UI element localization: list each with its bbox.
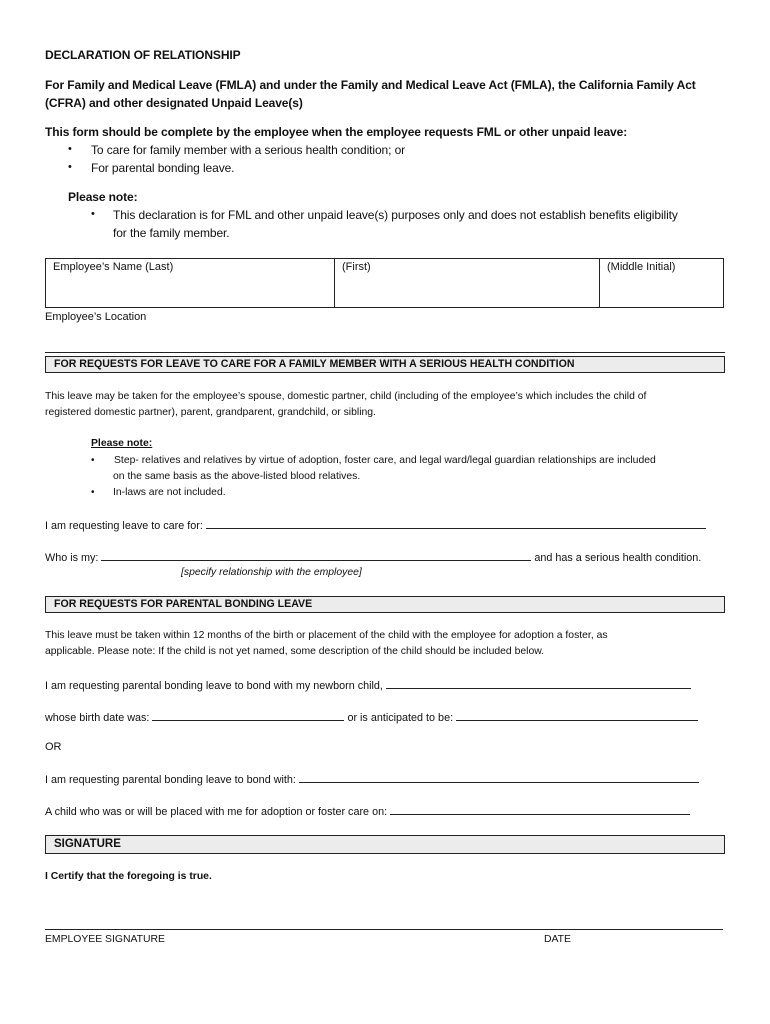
birth-date-input[interactable] <box>152 711 344 721</box>
anticipated-date-input[interactable] <box>456 711 698 721</box>
bond-with-row <box>45 773 699 786</box>
first-name-label: (First) <box>342 261 371 273</box>
intro-bullet-1: To care for family member with a serious health condition; or <box>91 143 406 157</box>
bond-with-label: I am requesting parental bonding leave to bond with: <box>45 774 296 786</box>
family-desc-line2: registered domestic partner), parent, grandparent, grandchild, or sibling. <box>45 407 376 418</box>
bullet-icon: • <box>91 455 95 466</box>
intro-instruction: This form should be complete by the employee when the employee requests FML or other unpaid leave: <box>45 125 628 139</box>
signature-section-heading: SIGNATURE <box>45 835 725 854</box>
who-is-row <box>45 551 701 564</box>
bullet-icon: • <box>91 487 95 498</box>
intro-note-label: Please note: <box>68 190 138 204</box>
birth-date-label: whose birth date was: <box>45 712 150 724</box>
care-for-input[interactable] <box>206 519 706 529</box>
intro-bullet-2: For parental bonding leave. <box>91 161 235 175</box>
relationship-input[interactable] <box>101 551 531 561</box>
family-section-heading: FOR REQUESTS FOR LEAVE TO CARE FOR A FAMILY MEMBER WITH A SERIOUS HEALTH CONDITION <box>45 356 725 373</box>
bullet-icon: • <box>68 143 72 155</box>
family-note-label: Please note: <box>91 438 153 449</box>
newborn-label: I am requesting parental bonding leave to bond with my newborn child, <box>45 680 383 692</box>
employee-location-line[interactable] <box>45 352 725 353</box>
date-label: DATE <box>544 934 571 945</box>
bond-with-input[interactable] <box>299 773 699 783</box>
who-is-suffix: and has a serious health condition. <box>534 552 702 564</box>
bonding-desc-line1: This leave must be taken within 12 months of the birth or placement of the child with the employee for adoption a foster, as <box>45 630 608 641</box>
last-name-label: Employee’s Name (Last) <box>53 261 174 273</box>
bullet-icon: • <box>68 161 72 173</box>
newborn-row <box>45 679 691 692</box>
bonding-desc-line2: applicable. Please note: If the child is not yet named, some description of the child should be included below. <box>45 646 545 657</box>
birth-date-row <box>45 711 698 724</box>
middle-initial-label: (Middle Initial) <box>607 261 676 273</box>
form-title: DECLARATION OF RELATIONSHIP <box>45 48 241 62</box>
family-note-bullet2: In-laws are not included. <box>113 487 226 498</box>
or-label: OR <box>45 741 62 753</box>
who-is-label: Who is my: <box>45 552 99 564</box>
care-for-label: I am requesting leave to care for: <box>45 520 203 532</box>
employee-signature-label: EMPLOYEE SIGNATURE <box>45 934 165 945</box>
family-note-bullet1-line1: Step- relatives and relatives by virtue of adoption, foster care, and legal ward/legal guardian relationships are included <box>114 455 656 466</box>
first-name-field[interactable] <box>335 259 600 307</box>
placed-label: A child who was or will be placed with me for adoption or foster care on: <box>45 806 388 818</box>
placed-row <box>45 805 690 818</box>
middle-initial-field[interactable] <box>600 259 723 307</box>
last-name-field[interactable] <box>46 259 335 307</box>
bonding-section-heading: FOR REQUESTS FOR PARENTAL BONDING LEAVE <box>45 596 725 613</box>
family-note-bullet1-line2: on the same basis as the above-listed blood relatives. <box>113 471 361 482</box>
form-subtitle-line2: (CFRA) and other designated Unpaid Leave(s) <box>45 96 303 110</box>
signature-line[interactable] <box>45 929 723 930</box>
care-for-row <box>45 519 706 532</box>
employee-location-label: Employee’s Location <box>45 311 147 323</box>
specify-relationship-hint: [specify relationship with the employee] <box>181 567 362 578</box>
certify-statement: I Certify that the foregoing is true. <box>45 871 212 882</box>
intro-note-line2: for the family member. <box>113 226 230 240</box>
employee-name-table <box>45 258 724 308</box>
form-subtitle-line1: For Family and Medical Leave (FMLA) and under the Family and Medical Leave Act (FMLA), the California Family Act <box>45 78 696 92</box>
newborn-input[interactable] <box>386 679 691 689</box>
placement-date-input[interactable] <box>390 805 690 815</box>
intro-note-line1: This declaration is for FML and other unpaid leave(s) purposes only and does not establish benefits eligibility <box>113 208 678 222</box>
family-desc-line1: This leave may be taken for the employee’s spouse, domestic partner, child (including of the employee’s which includes the child of <box>45 391 647 402</box>
anticipated-label: or is anticipated to be: <box>347 712 454 724</box>
bullet-icon: • <box>91 208 95 220</box>
